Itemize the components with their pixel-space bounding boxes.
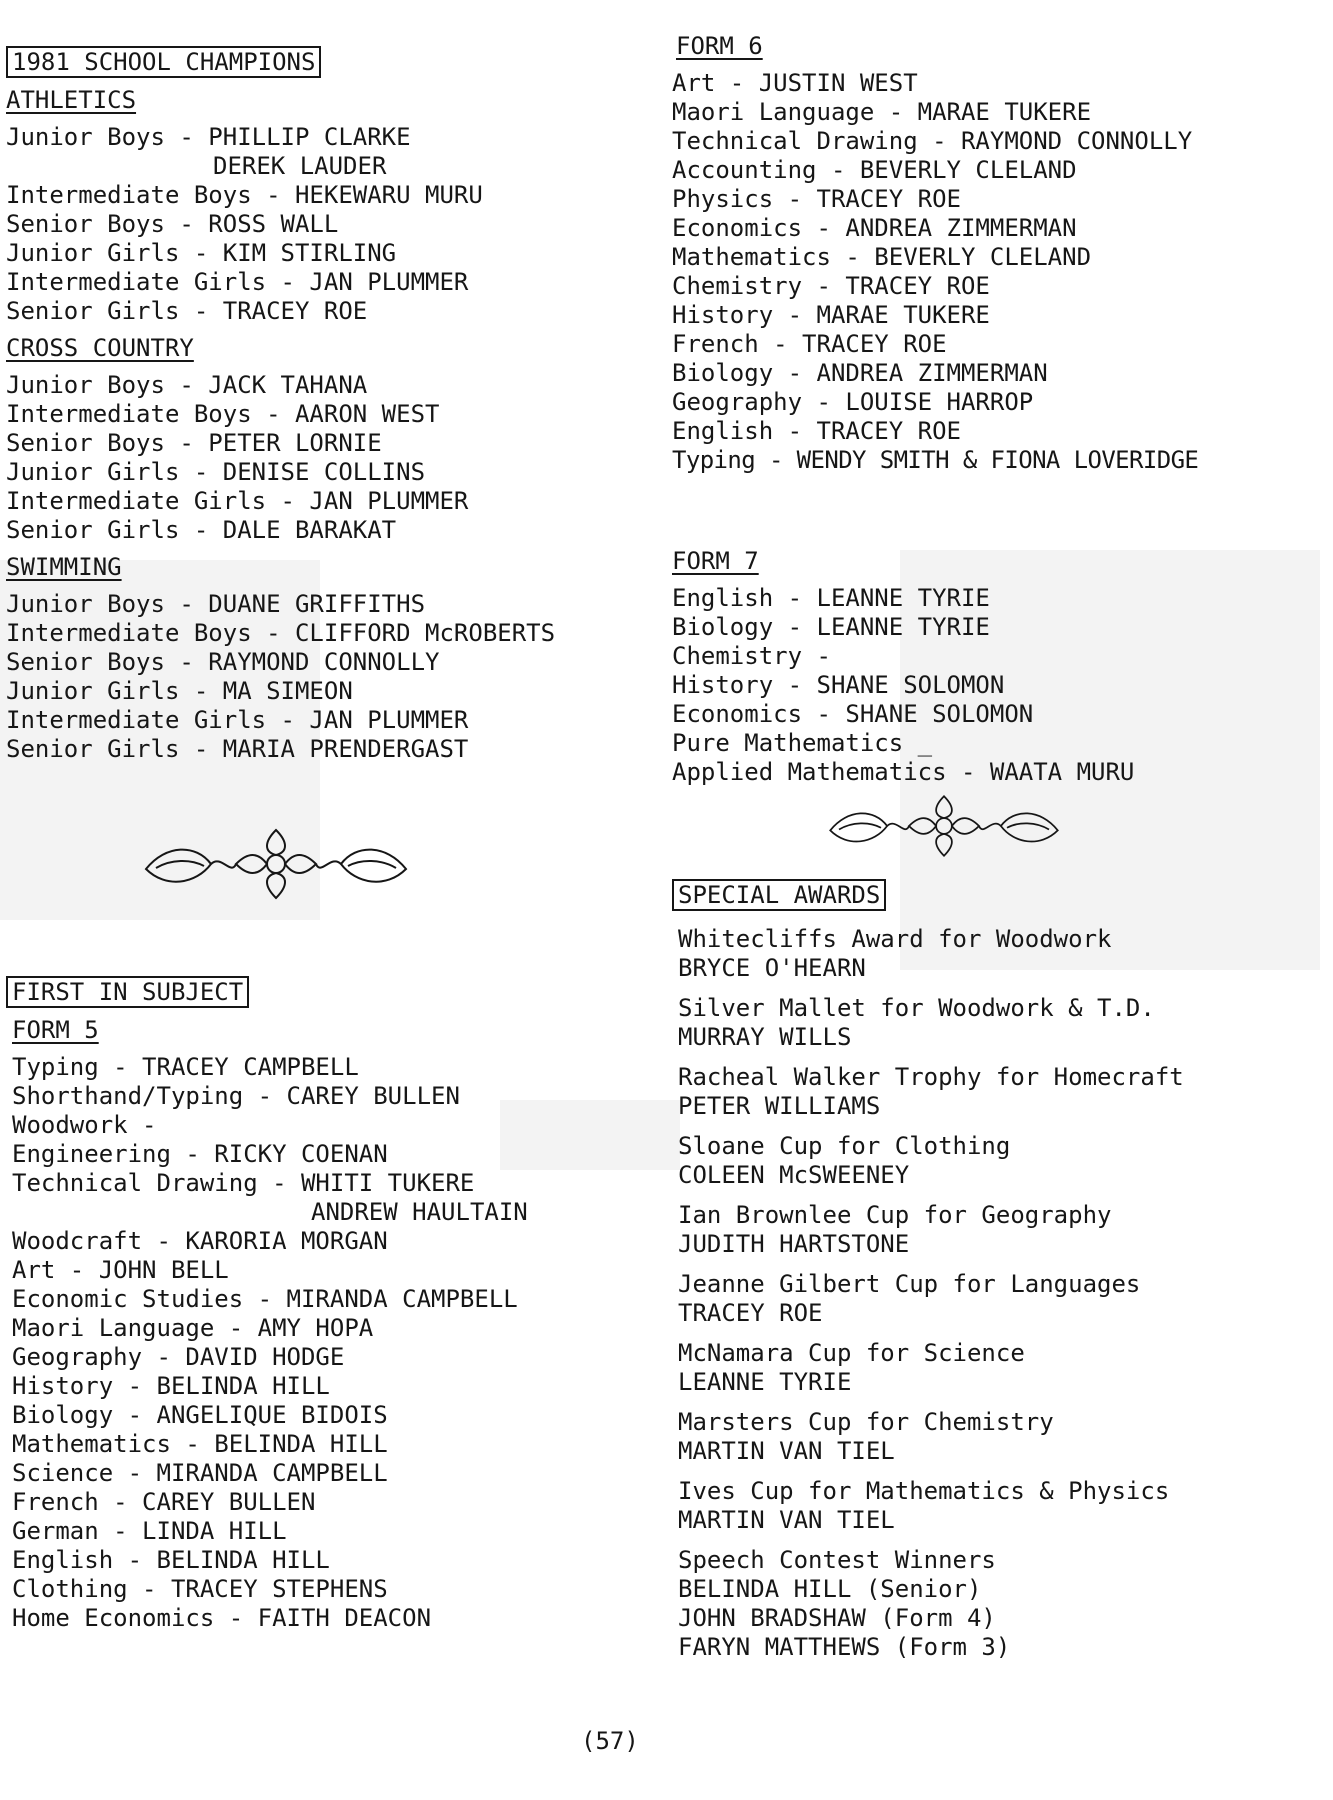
form7-entry: Applied Mathematics - WAATA MURU — [672, 758, 1135, 786]
form5-entry: Biology - ANGELIQUE BIDOIS — [12, 1401, 388, 1429]
award-winner: LEANNE TYRIE — [678, 1368, 852, 1396]
form5-entry: Home Economics - FAITH DEACON — [12, 1604, 432, 1632]
form6-entry: Physics - TRACEY ROE — [672, 185, 961, 213]
cross-country-entry: Senior Girls - DALE BARAKAT — [6, 516, 397, 544]
form5-entry: Engineering - RICKY COENAN — [12, 1140, 388, 1168]
swimming-entry: Senior Girls - MARIA PRENDERGAST — [6, 735, 469, 763]
athletics-entry: Intermediate Girls - JAN PLUMMER — [6, 268, 469, 296]
form6-entry: English - TRACEY ROE — [672, 417, 961, 445]
form6-entry: Accounting - BEVERLY CLELAND — [672, 156, 1077, 184]
form7-entry: Chemistry - — [672, 642, 831, 670]
award-winner: PETER WILLIAMS — [678, 1092, 881, 1120]
speech-contest-title: Speech Contest Winners — [678, 1546, 996, 1574]
right-column — [672, 32, 1327, 1662]
form7-entry: Economics - SHANE SOLOMON — [672, 700, 1034, 728]
form7-entry: Biology - LEANNE TYRIE — [672, 613, 990, 641]
form5-entry: German - LINDA HILL — [12, 1517, 287, 1545]
award-title: Ian Brownlee Cup for Geography — [678, 1201, 1112, 1229]
cross-country-entry: Intermediate Boys - AARON WEST — [6, 400, 440, 428]
form6-entry: Geography - LOUISE HARROP — [672, 388, 1034, 416]
athletics-entry: DEREK LAUDER — [213, 152, 387, 180]
award-item — [678, 1201, 1327, 1259]
award-item — [678, 1477, 1327, 1535]
form6-entry: Art - JUSTIN WEST — [672, 69, 918, 97]
award-winner: COLEEN McSWEENEY — [678, 1161, 910, 1189]
award-item — [678, 925, 1327, 983]
speech-contest — [678, 1546, 1327, 1662]
form6-entry: Economics - ANDREA ZIMMERMAN — [672, 214, 1077, 242]
page-number: (57) — [581, 1727, 639, 1755]
award-title: Sloane Cup for Clothing — [678, 1132, 1011, 1160]
award-winner: JUDITH HARTSTONE — [678, 1230, 910, 1258]
form6-entry: Chemistry - TRACEY ROE — [672, 272, 990, 300]
swimming-entry: Intermediate Girls - JAN PLUMMER — [6, 706, 469, 734]
cross-country-entry: Intermediate Girls - JAN PLUMMER — [6, 487, 469, 515]
form5-entry: Woodcraft - KARORIA MORGAN — [12, 1227, 388, 1255]
form7-entry: English - LEANNE TYRIE — [672, 584, 990, 612]
athletics-entry: Intermediate Boys - HEKEWARU MURU — [6, 181, 483, 209]
award-winner: TRACEY ROE — [678, 1299, 823, 1327]
form5-entry: ANDREW HAULTAIN — [311, 1198, 528, 1226]
form6-entry: Typing - WENDY SMITH & FIONA LOVERIDGE — [672, 446, 1199, 474]
form5-entry: Science - MIRANDA CAMPBELL — [12, 1459, 388, 1487]
award-title: Marsters Cup for Chemistry — [678, 1408, 1054, 1436]
award-title: Jeanne Gilbert Cup for Languages — [678, 1270, 1141, 1298]
award-item — [678, 1270, 1327, 1328]
form5-entry: Typing - TRACEY CAMPBELL — [12, 1053, 359, 1081]
floral-ornament-icon — [804, 791, 1084, 861]
form5-entry: Shorthand/Typing - CAREY BULLEN — [12, 1082, 460, 1110]
left-column — [6, 46, 646, 1633]
cross-country-entry: Senior Boys - PETER LORNIE — [6, 429, 382, 457]
form5-entry: Geography - DAVID HODGE — [12, 1343, 345, 1371]
form6-entry: French - TRACEY ROE — [672, 330, 947, 358]
form7-entry: History - SHANE SOLOMON — [672, 671, 1005, 699]
award-item — [678, 1063, 1327, 1121]
award-winner: MARTIN VAN TIEL — [678, 1506, 895, 1534]
form5-entry: Technical Drawing - WHITI TUKERE — [12, 1169, 475, 1197]
athletics-title: ATHLETICS — [6, 86, 137, 114]
athletics-entry: Senior Boys - ROSS WALL — [6, 210, 339, 238]
form5-entry: Woodwork - — [12, 1111, 157, 1139]
form6-entry: Biology - ANDREA ZIMMERMAN — [672, 359, 1048, 387]
cross-country-entry: Junior Boys - JACK TAHANA — [6, 371, 368, 399]
swimming-entry: Junior Girls - MA SIMEON — [6, 677, 353, 705]
award-item — [678, 1408, 1327, 1466]
swimming-title: SWIMMING — [6, 553, 122, 581]
form5-entry: Maori Language - AMY HOPA — [12, 1314, 374, 1342]
award-title: Racheal Walker Trophy for Homecraft — [678, 1063, 1184, 1091]
award-winner: BRYCE O'HEARN — [678, 954, 866, 982]
form5-entry: Mathematics - BELINDA HILL — [12, 1430, 388, 1458]
form5-entry: History - BELINDA HILL — [12, 1372, 330, 1400]
speech-winner: JOHN BRADSHAW (Form 4) — [678, 1604, 996, 1632]
first-in-subject-heading: FIRST IN SUBJECT — [6, 976, 249, 1008]
form7-title: FORM 7 — [672, 547, 759, 575]
swimming-entry: Senior Boys - RAYMOND CONNOLLY — [6, 648, 440, 676]
champions-heading: 1981 SCHOOL CHAMPIONS — [6, 46, 321, 78]
floral-ornament-icon — [136, 824, 416, 904]
form6-entry: History - MARAE TUKERE — [672, 301, 990, 329]
form6-entry: Technical Drawing - RAYMOND CONNOLLY — [672, 127, 1193, 155]
form6-entry: Maori Language - MARAE TUKERE — [672, 98, 1092, 126]
award-title: Silver Mallet for Woodwork & T.D. — [678, 994, 1155, 1022]
form5-entry: English - BELINDA HILL — [12, 1546, 330, 1574]
award-winner: MARTIN VAN TIEL — [678, 1437, 895, 1465]
cross-country-title: CROSS COUNTRY — [6, 334, 194, 362]
swimming-entry: Junior Boys - DUANE GRIFFITHS — [6, 590, 426, 618]
speech-winner: BELINDA HILL (Senior) — [678, 1575, 982, 1603]
award-title: Whitecliffs Award for Woodwork — [678, 925, 1112, 953]
form5-title: FORM 5 — [12, 1016, 99, 1044]
athletics-entry: Senior Girls - TRACEY ROE — [6, 297, 368, 325]
special-awards-heading: SPECIAL AWARDS — [672, 879, 886, 911]
athletics-entry: Junior Girls - KIM STIRLING — [6, 239, 397, 267]
award-title: Ives Cup for Mathematics & Physics — [678, 1477, 1170, 1505]
form5-entry: Art - JOHN BELL — [12, 1256, 229, 1284]
award-title: McNamara Cup for Science — [678, 1339, 1025, 1367]
award-winner: MURRAY WILLS — [678, 1023, 852, 1051]
form5-entry: Clothing - TRACEY STEPHENS — [12, 1575, 388, 1603]
cross-country-entry: Junior Girls - DENISE COLLINS — [6, 458, 426, 486]
form5-entry: Economic Studies - MIRANDA CAMPBELL — [12, 1285, 518, 1313]
speech-winner: FARYN MATTHEWS (Form 3) — [678, 1633, 1011, 1661]
award-item — [678, 1339, 1327, 1397]
form7-entry: Pure Mathematics _ — [672, 729, 933, 757]
award-item — [678, 994, 1327, 1052]
form6-title: FORM 6 — [676, 32, 763, 60]
form5-entry: French - CAREY BULLEN — [12, 1488, 316, 1516]
award-item — [678, 1132, 1327, 1190]
athletics-entry: Junior Boys - PHILLIP CLARKE — [6, 123, 411, 151]
form6-entry: Mathematics - BEVERLY CLELAND — [672, 243, 1092, 271]
swimming-entry: Intermediate Boys - CLIFFORD McROBERTS — [6, 619, 556, 647]
